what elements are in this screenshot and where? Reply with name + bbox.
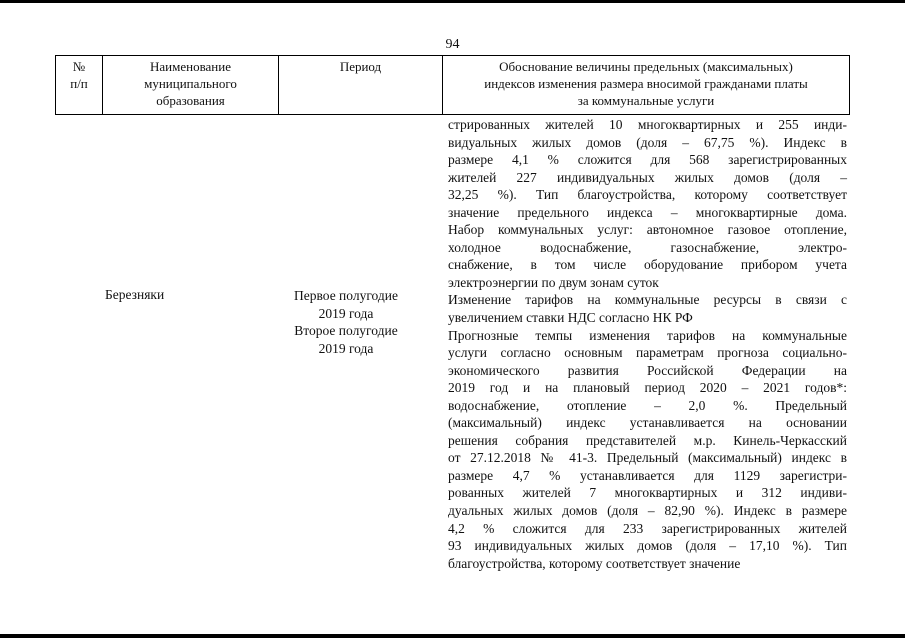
top-border-rule	[0, 0, 905, 3]
justification-line: Набор коммунальных услуг: автономное газовое отопление,	[448, 222, 847, 238]
period-line: Второе полугодие	[294, 323, 398, 338]
justification-line: услуги согласно основным параметрам прогноза социально-	[448, 345, 847, 361]
justification-line: увеличением ставки НДС согласно НК РФ	[448, 310, 693, 326]
period-cell	[282, 287, 410, 357]
justification-line: видуальных жилых домов (доля – 67,75 %). Индекс в	[448, 134, 847, 150]
header-municipality	[103, 58, 278, 109]
bottom-border-rule	[0, 634, 905, 638]
page-number: 94	[445, 37, 460, 52]
justification-line: от 27.12.2018 № 41-3. Предельный (максимальный) индекс в	[448, 450, 847, 466]
header-justification-line: за коммунальные услуги	[577, 93, 715, 108]
header-justification	[443, 58, 849, 109]
header-number-line: п/п	[70, 76, 88, 91]
justification-line: (максимальный) индекс устанавливается на основании	[448, 415, 847, 431]
justification-line: решения собрания представителей м.р. Кинель-Черкасский	[448, 432, 847, 448]
header-justification-line: индексов изменения размера вносимой гражданами платы	[484, 76, 808, 91]
header-municipality-line: муниципального	[144, 76, 237, 91]
justification-line: жителей 227 индивидуальных жилых домов (доля –	[448, 169, 847, 185]
justification-line: дуальных жилых домов (доля – 82,90 %). Индекс в размере	[448, 503, 847, 519]
justification-line: 32,25 %). Тип благоустройства, которому соответствует	[448, 187, 847, 203]
justification-line: электроэнергии по двум зонам суток	[448, 274, 659, 290]
justification-line: 2019 год и на плановый период 2020 – 2021 годов*:	[448, 380, 847, 396]
justification-line: благоустройства, которому соответствует значение	[448, 555, 741, 571]
justification-line: значение предельного индекса – многоквартирные дома.	[448, 204, 847, 220]
period-line: Первое полугодие	[294, 288, 398, 303]
justification-line: Изменение тарифов на коммунальные ресурсы в связи с	[448, 292, 847, 308]
period-line: 2019 года	[318, 340, 374, 356]
justification-line: снабжение, в том числе оборудование прибором учета	[448, 257, 847, 273]
justification-line: 93 индивидуальных жилых домов (доля – 17,10 %). Тип	[448, 538, 847, 554]
header-justification-line: Обоснование величины предельных (максимальных)	[499, 59, 793, 74]
header-municipality-line: образования	[156, 93, 225, 108]
justification-line: 4,2 % сложится для 233 зарегистрированных жителей	[448, 520, 847, 536]
municipality-name: Березняки	[105, 287, 165, 302]
header-period	[279, 58, 442, 75]
header-period-line: Период	[339, 59, 382, 74]
period-line: 2019 года	[318, 305, 374, 321]
justification-line: Прогнозные темпы изменения тарифов на коммунальные	[448, 327, 847, 343]
justification-line: стрированных жителей 10 многоквартирных и 255 инди-	[448, 117, 847, 132]
header-number-line: №	[72, 59, 86, 74]
justification-text	[448, 116, 847, 572]
header-municipality-line: Наименование	[150, 59, 231, 74]
justification-line: рованных жителей 7 многоквартирных и 312 индиви-	[448, 485, 847, 501]
justification-line: водоснабжение, отопление – 2,0 %. Предельный	[448, 397, 847, 413]
justification-line: размере 4,1 % сложится для 568 зарегистрированных	[448, 152, 847, 168]
header-number	[56, 58, 102, 92]
justification-line: размере 4,7 % устанавливается для 1129 зарегистри-	[448, 467, 847, 483]
justification-line: холодное водоснабжение, газоснабжение, электро-	[448, 239, 847, 255]
justification-line: экономического развития Российской Федерации на	[448, 362, 847, 378]
